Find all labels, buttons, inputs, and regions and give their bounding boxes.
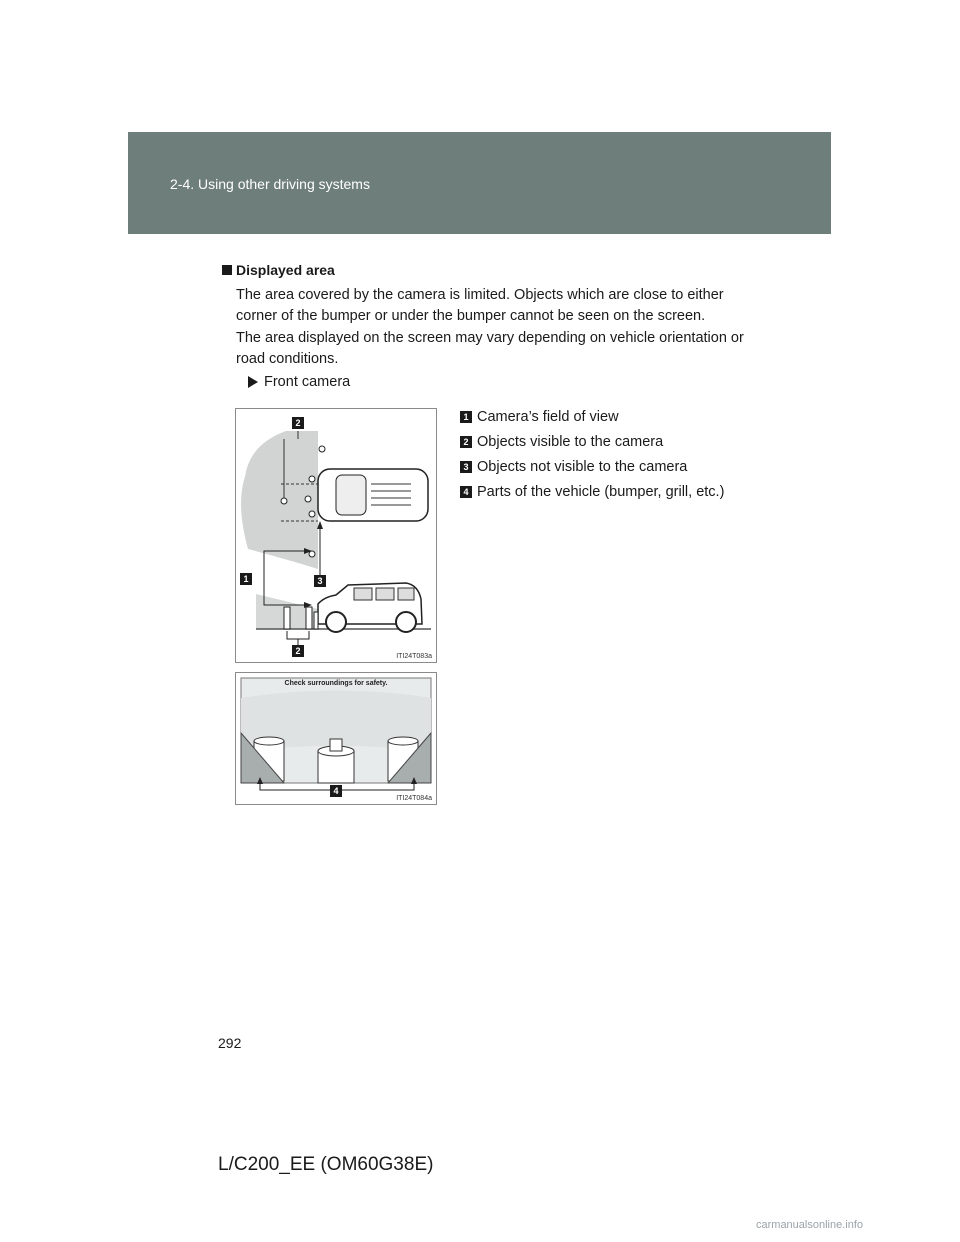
header-band <box>128 132 831 234</box>
legend-num: 4 <box>460 486 472 498</box>
heading-text: Displayed area <box>236 262 335 278</box>
diagram-illustration <box>236 409 436 662</box>
callout-1: 1 <box>240 573 252 585</box>
paragraph-variation: The area displayed on the screen may vary depending on vehicle orientation or road conditions. <box>236 330 744 367</box>
watermark: carmanualsonline.info <box>756 1219 864 1231</box>
screen-code: ITI24T084a <box>396 795 432 802</box>
model-code: L/C200_EE (OM60G38E) <box>218 1154 434 1175</box>
camera-screen-view <box>235 672 437 805</box>
section-title: 2-4. Using other driving systems <box>170 176 370 192</box>
legend-item <box>460 404 724 429</box>
legend-num: 2 <box>460 436 472 448</box>
diagram-code: ITI24T083a <box>396 653 432 660</box>
page-number: 292 <box>218 1035 242 1051</box>
paragraph-coverage: The area covered by the camera is limited. Objects which are close to either corner of the bumper or under the bumper cannot be seen on the screen. <box>236 287 724 324</box>
screen-caption: Check surroundings for safety. <box>284 680 388 687</box>
legend-item <box>460 479 724 504</box>
legend-label: Parts of the vehicle (bumper, grill, etc.) <box>477 483 725 500</box>
camera-field-diagram <box>235 408 437 663</box>
suv-top-view <box>318 469 428 521</box>
camera-label: Front camera <box>264 374 351 390</box>
square-bullet-icon <box>222 265 232 275</box>
callout-2-bottom: 2 <box>292 645 304 657</box>
suv-side-view <box>318 583 422 632</box>
section-heading <box>222 262 335 278</box>
legend <box>460 404 724 504</box>
legend-label: Objects visible to the camera <box>477 433 664 450</box>
legend-item <box>460 429 724 454</box>
legend-item <box>460 454 724 479</box>
callout-4: 4 <box>330 785 342 797</box>
legend-num: 1 <box>460 411 472 423</box>
legend-label: Camera’s field of view <box>477 408 619 425</box>
triangle-right-icon <box>248 376 258 388</box>
callout-3: 3 <box>314 575 326 587</box>
callout-2-top: 2 <box>292 417 304 429</box>
legend-num: 3 <box>460 461 472 473</box>
legend-label: Objects not visible to the camera <box>477 458 688 475</box>
camera-label-row <box>236 374 350 390</box>
